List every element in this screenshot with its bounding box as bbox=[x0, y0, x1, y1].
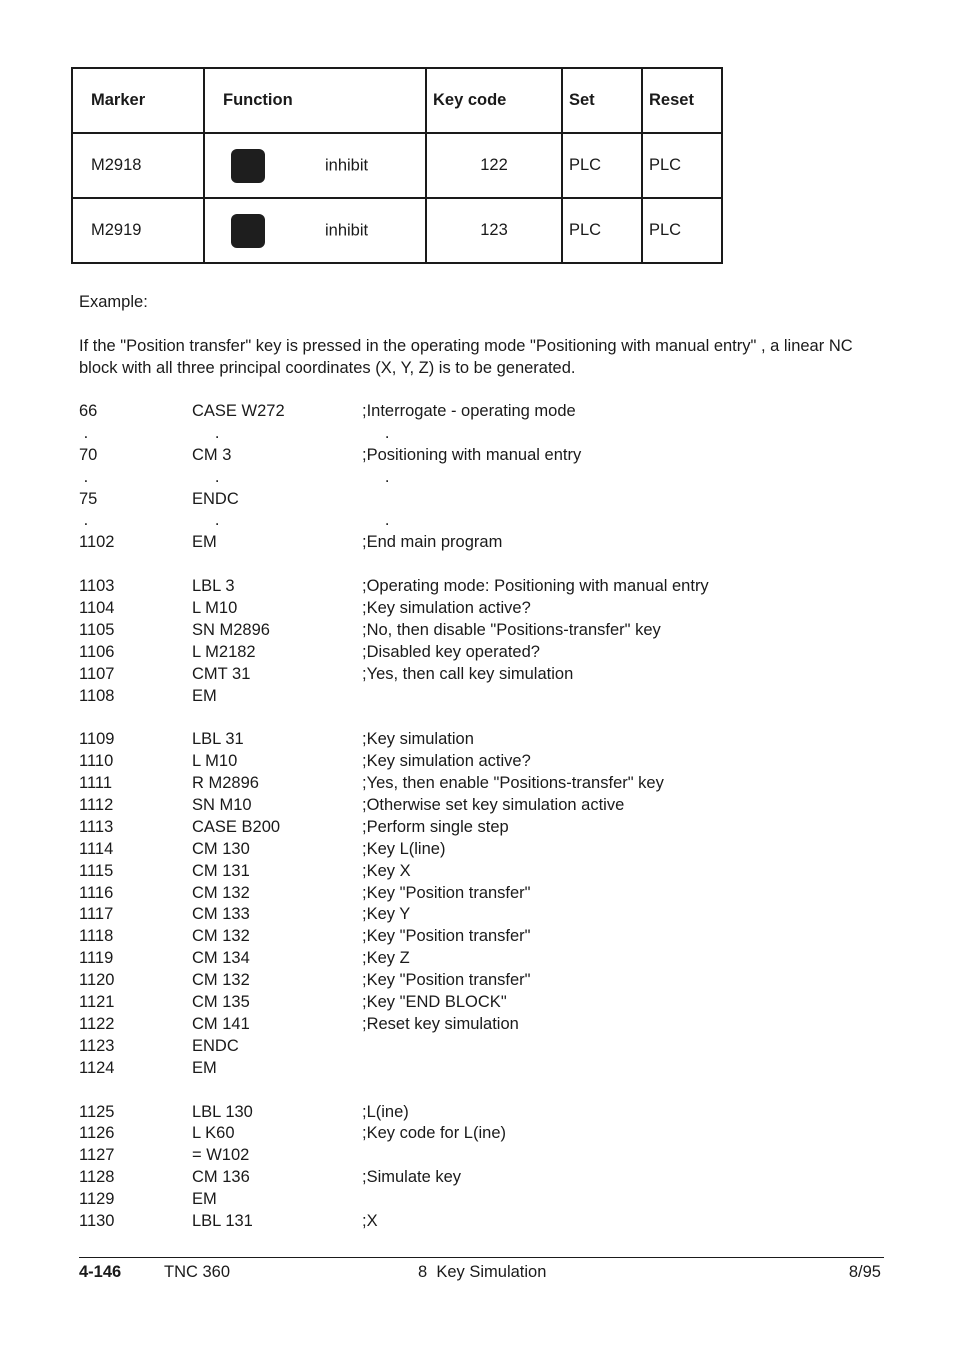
code-line bbox=[79, 883, 879, 905]
key-icon bbox=[231, 149, 265, 183]
example-description: If the "Position transfer" key is pressed in the operating mode "Positioning with manual entry" , a linear NC block with all three principal coordinates (X, Y, Z) is to be generated. bbox=[79, 337, 853, 377]
code-line bbox=[79, 795, 879, 817]
header-function: Function bbox=[204, 68, 426, 133]
set-cell: PLC bbox=[562, 198, 642, 263]
header-key-code: Key code bbox=[426, 68, 562, 133]
table-row bbox=[72, 198, 722, 263]
line-number: 1114 bbox=[79, 839, 114, 858]
line-number: 1128 bbox=[79, 1168, 115, 1187]
comment: ;Positioning with manual entry bbox=[362, 445, 582, 464]
code-line bbox=[79, 773, 879, 795]
comment: ;Yes, then enable "Positions-transfer" key bbox=[362, 774, 664, 793]
comment: ;Key simulation bbox=[362, 730, 474, 749]
line-number: . bbox=[79, 467, 89, 486]
set-cell: PLC bbox=[562, 133, 642, 198]
instruction: L K60 bbox=[192, 1124, 235, 1143]
instruction: L M2182 bbox=[192, 642, 256, 661]
line-number: 1108 bbox=[79, 686, 115, 705]
reset-cell: PLC bbox=[642, 198, 722, 263]
comment: ;Disabled key operated? bbox=[362, 642, 540, 661]
instruction: CM 134 bbox=[192, 949, 250, 968]
comment: ;Key simulation active? bbox=[362, 752, 531, 771]
code-line bbox=[79, 620, 879, 642]
function-cell bbox=[204, 133, 426, 198]
instruction: SN M2896 bbox=[192, 620, 270, 639]
line-number: 75 bbox=[79, 489, 98, 508]
line-number: 1125 bbox=[79, 1102, 115, 1121]
code-line bbox=[79, 1123, 879, 1145]
edition-date: 8/95 bbox=[848, 1263, 881, 1281]
instruction: CM 141 bbox=[192, 1014, 250, 1033]
instruction: L M10 bbox=[192, 752, 238, 771]
line-number: 1124 bbox=[79, 1058, 115, 1077]
instruction: CM 132 bbox=[192, 971, 250, 990]
line-number: 66 bbox=[79, 402, 98, 420]
page-number: 4-146 bbox=[79, 1263, 122, 1281]
table-header-row bbox=[72, 68, 722, 133]
comment: ;No, then disable "Positions-transfer" key bbox=[362, 620, 661, 639]
comment: ;L(ine) bbox=[362, 1102, 409, 1121]
line-number: 1112 bbox=[79, 796, 114, 815]
instruction: EM bbox=[192, 1190, 217, 1209]
instruction: ENDC bbox=[192, 489, 239, 508]
code-line bbox=[79, 401, 879, 423]
line-number: 1109 bbox=[79, 730, 115, 749]
code-line bbox=[79, 554, 879, 576]
code-line bbox=[79, 1036, 879, 1058]
comment: ;Key Y bbox=[362, 905, 411, 924]
comment: . bbox=[362, 467, 390, 486]
line-number: 1119 bbox=[79, 949, 114, 968]
product-name: TNC 360 bbox=[164, 1263, 231, 1281]
code-line bbox=[79, 576, 879, 598]
footer-divider bbox=[79, 1257, 884, 1258]
comment: ;Operating mode: Positioning with manual entry bbox=[362, 577, 709, 596]
line-number: 1116 bbox=[79, 883, 114, 902]
instruction: CASE B200 bbox=[192, 817, 281, 836]
comment: ;Otherwise set key simulation active bbox=[362, 796, 625, 815]
table-row bbox=[72, 133, 722, 198]
code-line bbox=[79, 1145, 879, 1167]
comment: ;Key "END BLOCK" bbox=[362, 993, 507, 1012]
comment: ;End main program bbox=[362, 533, 503, 552]
instruction: CM 132 bbox=[192, 927, 250, 946]
line-number: 1126 bbox=[79, 1124, 115, 1143]
comment: ;Reset key simulation bbox=[362, 1014, 519, 1033]
instruction: EM bbox=[192, 1058, 217, 1077]
line-number: 1122 bbox=[79, 1014, 115, 1033]
line-number: 1111 bbox=[79, 774, 113, 793]
code-line bbox=[79, 1102, 879, 1124]
function-cell bbox=[204, 198, 426, 263]
code-line bbox=[79, 948, 879, 970]
code-line bbox=[79, 642, 879, 664]
code-line bbox=[79, 510, 879, 532]
instruction: ENDC bbox=[192, 1036, 239, 1055]
code-line bbox=[79, 686, 879, 708]
line-number: 1120 bbox=[79, 971, 115, 990]
code-line bbox=[79, 598, 879, 620]
line-number: 1129 bbox=[79, 1190, 115, 1209]
instruction: R M2896 bbox=[192, 774, 259, 793]
code-line bbox=[79, 751, 879, 773]
header-marker: Marker bbox=[72, 68, 204, 133]
header-set: Set bbox=[562, 68, 642, 133]
instruction: . bbox=[192, 423, 220, 442]
code-line bbox=[79, 839, 879, 861]
line-number: 1102 bbox=[79, 533, 115, 552]
code-line bbox=[79, 1080, 879, 1102]
instruction: CM 132 bbox=[192, 883, 250, 902]
code-line bbox=[79, 1014, 879, 1036]
line-number: 1121 bbox=[79, 993, 115, 1012]
comment: ;Key "Position transfer" bbox=[362, 971, 531, 990]
instruction: CM 131 bbox=[192, 861, 250, 880]
reset-cell: PLC bbox=[642, 133, 722, 198]
instruction: LBL 31 bbox=[192, 730, 244, 749]
code-line bbox=[79, 467, 879, 489]
comment: ;X bbox=[362, 1211, 378, 1230]
line-number: . bbox=[79, 511, 89, 530]
code-line bbox=[79, 489, 879, 511]
code-line bbox=[79, 707, 879, 729]
code-line bbox=[79, 970, 879, 992]
instruction: SN M10 bbox=[192, 796, 252, 815]
comment: ;Key X bbox=[362, 861, 411, 880]
code-line bbox=[79, 861, 879, 883]
instruction: LBL 131 bbox=[192, 1211, 253, 1230]
marker-table bbox=[71, 67, 723, 264]
code-line bbox=[79, 992, 879, 1014]
instruction: . bbox=[192, 467, 220, 486]
section-title: 8 Key Simulation bbox=[418, 1263, 547, 1281]
comment: ;Key "Position transfer" bbox=[362, 927, 531, 946]
function-text: inhibit bbox=[325, 156, 369, 174]
line-number: 1117 bbox=[79, 905, 114, 924]
code-line bbox=[79, 904, 879, 926]
instruction: EM bbox=[192, 686, 217, 705]
marker-cell: M2919 bbox=[72, 198, 204, 263]
comment: ;Key Z bbox=[362, 949, 410, 968]
comment: ;Key simulation active? bbox=[362, 599, 531, 618]
function-text: inhibit bbox=[325, 221, 369, 239]
line-number: 1106 bbox=[79, 642, 115, 661]
code-line bbox=[79, 423, 879, 445]
comment: . bbox=[362, 423, 390, 442]
instruction: L M10 bbox=[192, 599, 238, 618]
code-line bbox=[79, 729, 879, 751]
instruction: CM 3 bbox=[192, 445, 232, 464]
line-number: 1104 bbox=[79, 599, 115, 618]
instruction: . bbox=[192, 511, 220, 530]
line-number: 70 bbox=[79, 445, 98, 464]
line-number: 1107 bbox=[79, 664, 115, 683]
instruction: CM 136 bbox=[192, 1168, 250, 1187]
instruction: EM bbox=[192, 533, 217, 552]
code-line bbox=[79, 1058, 879, 1080]
code-line bbox=[79, 445, 879, 467]
code-line bbox=[79, 1211, 879, 1233]
comment: ;Interrogate - operating mode bbox=[362, 402, 576, 420]
plc-code-listing bbox=[79, 401, 879, 1233]
example-label: Example: bbox=[79, 293, 148, 311]
code-line bbox=[79, 817, 879, 839]
key-code-cell: 122 bbox=[426, 133, 562, 198]
comment: ;Yes, then call key simulation bbox=[362, 664, 574, 683]
instruction: CASE W272 bbox=[192, 402, 285, 420]
instruction: = W102 bbox=[192, 1146, 250, 1165]
comment: ;Perform single step bbox=[362, 817, 509, 836]
line-number: 1115 bbox=[79, 861, 114, 880]
code-line bbox=[79, 926, 879, 948]
instruction: CMT 31 bbox=[192, 664, 251, 683]
comment: ;Simulate key bbox=[362, 1168, 462, 1187]
instruction: LBL 3 bbox=[192, 577, 235, 596]
instruction: LBL 130 bbox=[192, 1102, 253, 1121]
line-number: 1113 bbox=[79, 817, 114, 836]
line-number: 1123 bbox=[79, 1036, 115, 1055]
code-line bbox=[79, 664, 879, 686]
comment: ;Key L(line) bbox=[362, 839, 446, 858]
comment: ;Key code for L(ine) bbox=[362, 1124, 506, 1143]
header-reset: Reset bbox=[642, 68, 722, 133]
instruction: CM 130 bbox=[192, 839, 250, 858]
line-number: 1118 bbox=[79, 927, 114, 946]
line-number: 1130 bbox=[79, 1211, 115, 1230]
line-number: . bbox=[79, 423, 89, 442]
instruction: CM 133 bbox=[192, 905, 250, 924]
code-line bbox=[79, 1167, 879, 1189]
code-line bbox=[79, 1189, 879, 1211]
line-number: 1110 bbox=[79, 752, 114, 771]
comment: ;Key "Position transfer" bbox=[362, 883, 531, 902]
comment: . bbox=[362, 511, 390, 530]
instruction: CM 135 bbox=[192, 993, 250, 1012]
key-code-cell: 123 bbox=[426, 198, 562, 263]
line-number: 1127 bbox=[79, 1146, 115, 1165]
line-number: 1105 bbox=[79, 620, 115, 639]
key-icon bbox=[231, 214, 265, 248]
code-line bbox=[79, 532, 879, 554]
marker-cell: M2918 bbox=[72, 133, 204, 198]
line-number: 1103 bbox=[79, 577, 115, 596]
